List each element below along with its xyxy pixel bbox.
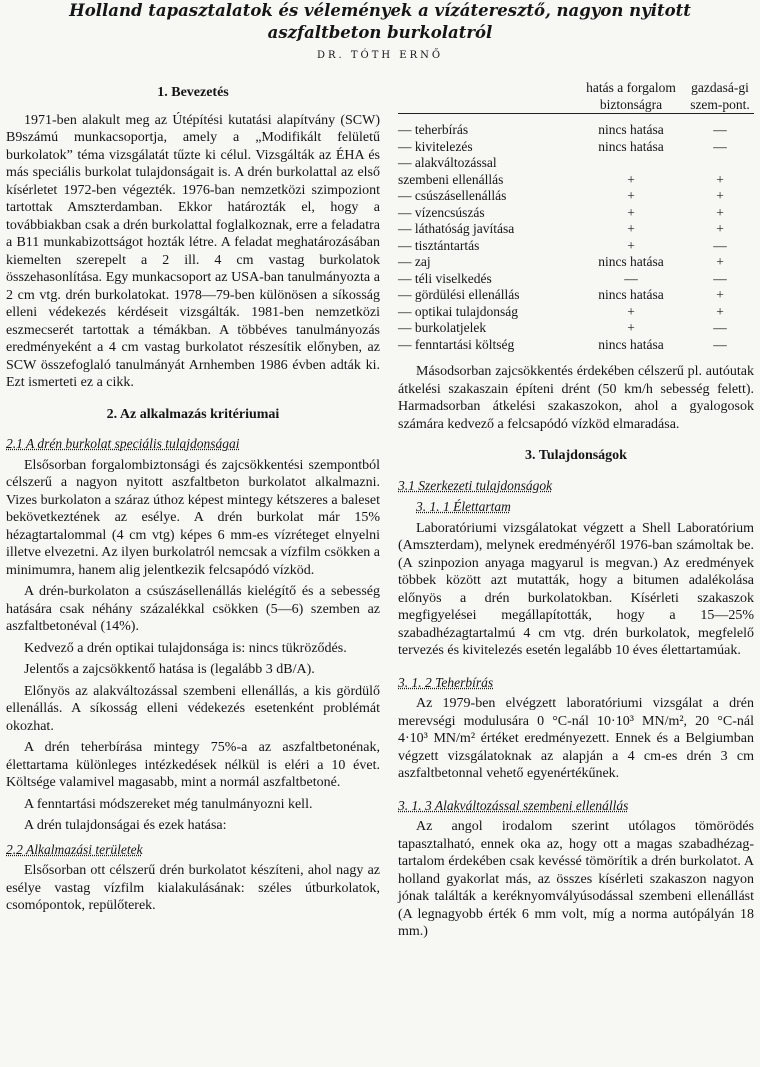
table-cell-item: — láthatóság javítása [398, 221, 515, 236]
table-cell-economy: + [716, 171, 724, 187]
section-3-1-2-paragraph: Az 1979-ben elvégzett laboratóriumi vizsgálat a drén merevségi modulusára 0 °C-nál 10·10³ MN/m², 20 °C-nál 4·10³ MN/m² értéket eredményezett. Ennek és a Belgiumban végzett vizsgálatoknak az alapján a 4 cm-es drén 3 cm aszfaltbetonnal vehető egyenértékűnek. [398, 696, 754, 781]
table-cell-economy: — [713, 270, 727, 286]
section-2-1-paragraph: Előnyös az alakváltozással szembeni ellenállás, a kis gördülő ellenállás. A síkosság elleni védekezés esetenként problémát okozhat. [6, 683, 380, 734]
table-cell-item: szembeni ellenállás [398, 171, 504, 187]
table-cell-economy: + [716, 303, 724, 319]
table-cell-safety [576, 155, 686, 172]
application-paragraph: Másodsorban zajcsökkentés érdekében célszerű pl. autóutak átkelési szakaszain építeni drént (50 km/h sebesség felett). Harmadsorban átkelési szakaszokon, ahol a gyalogosok számára kedvező a felcsapódó vízköd elmaradása. [398, 364, 754, 432]
table-header-economy: gazdasá-gi szem-pont. [690, 80, 750, 112]
table-cell-economy: + [716, 188, 724, 203]
article-title: Holland tapasztalatok és vélemények a vízáteresztő, nagyon nyitott aszfaltbeton burkolatról [69, 1, 691, 42]
table-cell-safety: + [627, 204, 635, 220]
table-row [398, 254, 754, 271]
table-cell-item: — gördülési ellenállás [398, 287, 520, 302]
table-cell-item: — vízencsúszás [398, 204, 485, 220]
table-cell-economy: + [716, 221, 724, 236]
table-cell-item: — tisztántartás [398, 237, 480, 253]
table-row [398, 188, 754, 205]
table-row [398, 172, 754, 189]
table-cell-safety: + [627, 303, 635, 319]
table-cell-item: — zaj [398, 254, 431, 269]
table-row [398, 320, 754, 337]
table-cell-item: — alakváltozással [398, 155, 497, 170]
table-cell-safety: — [624, 270, 638, 286]
table-cell-item: — téli viselkedés [398, 270, 492, 286]
section-2-1-paragraph: Elsősorban forgalombiztonsági és zajcsökkentési szempontból célszerű a nagyon nyitott aszfaltbeton burkolatot alkalmazni. Vizes burkolaton a száraz úthoz képest mintegy kétszeres a baleset bekövetkeztének az esélye. A drén burkolat már 15% hézagtartalommal (4 cm vtg) képes 6 mm-es vízréteget elnyelni illetve elvezetni. Az ilyen burkolatról nemcsak a vízfilm csökken a minimumra, hanem alig jelentkezik felcsapódó vízköd. [6, 457, 380, 578]
table-cell-item: — optikai tulajdonság [398, 303, 518, 319]
table-row [398, 139, 754, 156]
table-cell-economy: — [713, 122, 727, 137]
table-row [398, 337, 754, 354]
table-cell-economy: + [716, 254, 724, 269]
table-cell-safety: nincs hatása [598, 336, 664, 352]
table-cell-safety: + [627, 237, 635, 253]
table-cell-safety: nincs hatása [598, 138, 664, 154]
section-2-1-paragraph: A drén-burkolaton a csúszásellenállás kielégítő és a sebesség hatására csak néhány százalékkal csökken (5—6) szemben az aszfaltbetonéval (14%). [6, 584, 380, 634]
table-row [398, 287, 754, 304]
table-row [398, 271, 754, 288]
table-cell-safety: nincs hatása [598, 287, 664, 302]
effects-table-body [398, 122, 754, 353]
section-1-heading: 1. Bevezetés [157, 85, 229, 100]
section-2-1-heading: 2.1 A drén burkolat speciális tulajdonságai [6, 436, 240, 451]
table-row [398, 205, 754, 222]
table-cell-item: — kivitelezés [398, 138, 473, 154]
table-cell-economy: + [716, 287, 724, 302]
table-row [398, 122, 754, 139]
section-2-heading: 2. Az alkalmazás kritériumai [106, 406, 280, 422]
table-cell-economy [686, 155, 754, 172]
table-header-item [398, 80, 576, 114]
table-row [398, 304, 754, 321]
section-2-2-heading: 2.2 Alkalmazási területek [6, 841, 143, 857]
table-cell-item: — teherbírás [398, 122, 469, 137]
table-cell-safety: nincs hatása [598, 122, 664, 137]
table-cell-item: — burkolatjelek [398, 320, 487, 335]
author-name: DR. TÓTH ERNŐ [316, 50, 444, 61]
section-2-1-paragraph: A drén tulajdonságai és ezek hatása: [24, 818, 227, 833]
effects-table [398, 80, 754, 353]
left-column [6, 84, 380, 915]
table-row [398, 221, 754, 238]
section-2-1-paragraph: Jelentős a zajcsökkentő hatása is (legalább 3 dB/A). [24, 662, 315, 677]
section-3-1-3-paragraph: Az angol irodalom szerint utólagos tömörödés tapasztalható, ennek oka az, hogy ott a magas szabadhézag-tartalom érdekében csak kevéssé tömörítik a drén burkolatot. A holland gyakorlat más, az összes kísérleti szakaszon nagyon jónak találták a keréknyomvályúsodással szembeni ellenállást (A legnagyobb érték 6 mm volt, míg a norma autópályán 18 mm.) [398, 819, 754, 939]
section-3-1-1-paragraph: Laboratóriumi vizsgálatokat végzett a Shell Laboratórium (Amszterdam), melynek eredményéről 1976-ban számoltak be. (A szinpozion anyaga magyarul is megvan.) Az eredmények többek között azt mutatták, hogy a bitumen adalékolása előnyös a drén burkolatokban. Kísérleti szakaszok megfigyelései megállapították, hogy a 15—25% szabadhézagtartalmú 4 cm vtg. drén burkolatok, megfelelő tervezés és kivitelezés esetén legalább 10 éves élettartamúak. [398, 520, 754, 658]
table-cell-economy: + [716, 204, 724, 220]
table-cell-economy: — [713, 138, 727, 154]
table-header-safety: hatás a forgalom biztonságra [586, 80, 676, 112]
table-cell-safety: + [627, 221, 635, 236]
section-3-1-3-heading: 3. 1. 3 Alakváltozással szembeni ellenállás [398, 797, 629, 813]
right-column [398, 80, 754, 941]
section-2-1-paragraph: Kedvező a drén optikai tulajdonsága is: nincs tükröződés. [24, 640, 347, 656]
section-2-2-paragraph: Elsősorban ott célszerű drén burkolatot készíteni, ahol nagy az esélye vastag vízfilm kialakulásának: széles útburkolatok, csomópontok, repülőterek. [6, 863, 380, 913]
section-2-1-paragraph: A drén teherbírása mintegy 75%-a az aszfaltbetonénak, élettartama különleges intézkedések nélkül is eléri a 10 évet. Költsége valamivel magasabb, mint a normál aszfaltbetoné. [6, 740, 380, 790]
table-cell-safety: + [627, 188, 635, 203]
table-cell-economy: — [713, 237, 727, 253]
section-1-paragraph: 1971-ben alakult meg az Útépítési kutatási alapítvány (SCW) B9számú munkacsoportja, amely a „Modifikált felületű burkolatok” téma vizsgálatát tűzte ki célul. Vizsgálták az ÉHA és más speciális burkolat tulajdonságait is. A drén burkolattal az első kísérletet 1972-ben végezték. 1976-ban nemzetközi szimpoziont tartottak Amszterdamban. Ekkor határozták el, hogy a továbbiakban csak a drén burkolattal foglalkoznak, erre a feladatra a B11 munkabizottságot hozták létre. A feladat meghatározásában kiemelten szerepelt a 2 ill. 4 cm vastag burkolatok összehasonlítása. Egy munkacsoport az USA-ban tanulmányozta a 2 cm vtg. drén burkolatokat. 1978—79-ben különösen a síkosság elleni védekezés kérdéseit vizsgálták. 1981-ben nemzetközi eszmecserét tartottak a témákban. A többéves tanulmányozás eredményeként a 4 cm vastag burkolatot részesítik előnyben, az SCW összefoglaló tanulmányát Arnhemben 1986 évben adták ki. Ezt ismerteti ez a cikk. [6, 112, 380, 390]
section-3-heading: 3. Tulajdonságok [525, 448, 627, 463]
table-cell-economy: — [713, 320, 727, 335]
table-cell-item: — csúszásellenállás [398, 188, 507, 203]
table-cell-item: — fenntartási költség [398, 336, 515, 352]
section-3-1-1-heading: 3. 1. 1 Élettartam [416, 499, 511, 514]
table-cell-economy: — [713, 336, 727, 352]
table-row [398, 238, 754, 255]
table-rule [398, 114, 754, 123]
section-3-1-heading: 3.1 Szerkezeti tulajdonságok [398, 477, 553, 493]
section-2-1-paragraph: A fenntartási módszereket még tanulmányozni kell. [24, 796, 313, 812]
table-row [398, 155, 754, 172]
section-3-1-2-heading: 3. 1. 2 Teherbírás [398, 674, 494, 690]
table-cell-safety: + [627, 320, 635, 335]
table-cell-safety: + [627, 171, 635, 187]
table-cell-safety: nincs hatása [598, 254, 664, 269]
